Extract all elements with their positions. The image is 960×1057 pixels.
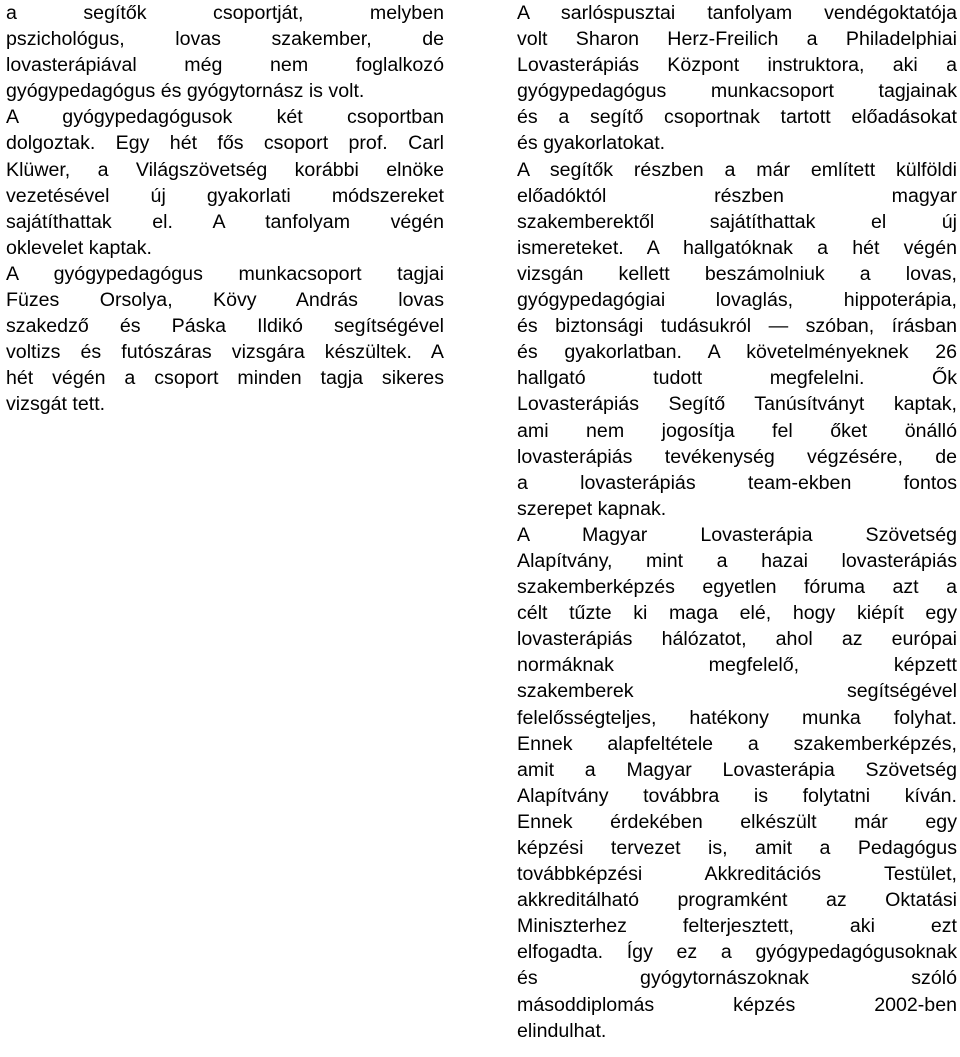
text-line: elindulhat. bbox=[517, 1019, 607, 1042]
text-line: Füzes Orsolya, Kövy András lovas bbox=[6, 289, 444, 312]
text-line: és gyógytornászoknak szóló bbox=[517, 967, 957, 990]
text-line: és gyakorlatokat. bbox=[517, 132, 666, 155]
text-line: szakemberképzés egyetlen fóruma azt a bbox=[517, 576, 957, 599]
text-line: hallgató tudott megfelelni. Ők bbox=[517, 367, 957, 390]
text-line: voltizs és futószáras vizsgára készültek. A bbox=[6, 341, 444, 364]
text-line: célt tűzte ki maga elé, hogy kiépít egy bbox=[517, 602, 957, 625]
text-line: dolgoztak. Egy hét fős csoport prof. Carl bbox=[6, 132, 444, 155]
text-line: és a segítő csoportnak tartott előadásokat bbox=[517, 106, 957, 129]
text-line: gyógypedagógiai lovaglás, hippoterápia, bbox=[517, 289, 957, 312]
text-line: lovasterápiás hálózatot, ahol az európai bbox=[517, 628, 957, 651]
text-line: normáknak megfelelő, képzett bbox=[517, 654, 957, 677]
text-line: vezetésével új gyakorlati módszereket bbox=[6, 184, 444, 207]
text-line: Ennek érdekében elkészült már egy bbox=[517, 810, 957, 833]
text-line: gyógypedagógus és gyógytornász is volt. bbox=[6, 80, 365, 103]
text-line: előadóktól részben magyar bbox=[517, 184, 957, 207]
text-line: amit a Magyar Lovasterápia Szövetség bbox=[517, 758, 957, 781]
text-line: a segítők csoportját, melyben bbox=[6, 2, 444, 24]
text-line: Alapítvány, mint a hazai lovasterápiás bbox=[517, 549, 957, 572]
text-line: hét végén a csoport minden tagja sikeres bbox=[6, 367, 444, 390]
text-line: a lovasterápiás team-ekben fontos bbox=[517, 471, 957, 494]
text-line: Miniszterhez felterjesztett, aki ezt bbox=[517, 915, 957, 938]
text-line: elfogadta. Így ez a gyógypedagógusoknak bbox=[517, 941, 957, 964]
text-line: ismereteket. A hallgatóknak a hét végén bbox=[517, 236, 957, 259]
text-line: képzési tervezet is, amit a Pedagógus bbox=[517, 837, 957, 859]
text-line: Lovasterápiás Segítő Tanúsítványt kaptak, bbox=[517, 393, 957, 416]
text-line: másoddiplomás képzés 2002-ben bbox=[517, 993, 957, 1016]
text-line: szakemberek segítségével bbox=[517, 680, 957, 703]
text-line: továbbképzési Akkreditációs Testület, bbox=[517, 863, 957, 886]
text-line: szerepet kapnak. bbox=[517, 497, 667, 520]
text-line: lovasterápiás tevékenység végzésére, de bbox=[517, 445, 957, 468]
text-line: A segítők részben a már említett külföldi bbox=[517, 158, 957, 181]
text-line: Ennek alapfeltétele a szakemberképzés, bbox=[517, 732, 957, 755]
text-line: szakemberektől sajátíthattak el új bbox=[517, 210, 957, 233]
text-line: vizsgán kellett beszámolniuk a lovas, bbox=[517, 262, 957, 285]
text-line: és biztonsági tudásukról — szóban, írásban bbox=[517, 315, 957, 338]
text-line: A gyógypedagógus munkacsoport tagjai bbox=[6, 262, 444, 285]
text-line: vizsgát tett. bbox=[6, 393, 106, 416]
text-line: lovasterápiával még nem foglalkozó bbox=[6, 54, 444, 77]
right-column bbox=[517, 0, 957, 1044]
text-line: ami nem jogosítja fel őket önálló bbox=[517, 419, 957, 442]
text-line: sajátíthattak el. A tanfolyam végén bbox=[6, 210, 444, 233]
text-line: és gyakorlatban. A követelményeknek 26 bbox=[517, 341, 957, 364]
text-line: Alapítvány továbbra is folytatni kíván. bbox=[517, 784, 957, 807]
text-line: akkreditálható programként az Oktatási bbox=[517, 889, 957, 912]
text-line: oklevelet kaptak. bbox=[6, 236, 152, 259]
text-line: volt Sharon Herz-Freilich a Philadelphiai bbox=[517, 28, 957, 51]
text-line: A sarlóspusztai tanfolyam vendégoktatója bbox=[517, 2, 957, 24]
text-line: Klüwer, a Világszövetség korábbi elnöke bbox=[6, 158, 444, 181]
left-column bbox=[6, 0, 444, 418]
text-line: gyógypedagógus munkacsoport tagjainak bbox=[517, 80, 957, 103]
text-line: Lovasterápiás Központ instruktora, aki a bbox=[517, 54, 957, 77]
text-line: A gyógypedagógusok két csoportban bbox=[6, 106, 444, 129]
text-line: szakedző és Páska Ildikó segítségével bbox=[6, 315, 444, 338]
text-line: pszichológus, lovas szakember, de bbox=[6, 28, 444, 51]
text-line: felelősségteljes, hatékony munka folyhat. bbox=[517, 706, 957, 729]
text-line: A Magyar Lovasterápia Szövetség bbox=[517, 523, 957, 546]
